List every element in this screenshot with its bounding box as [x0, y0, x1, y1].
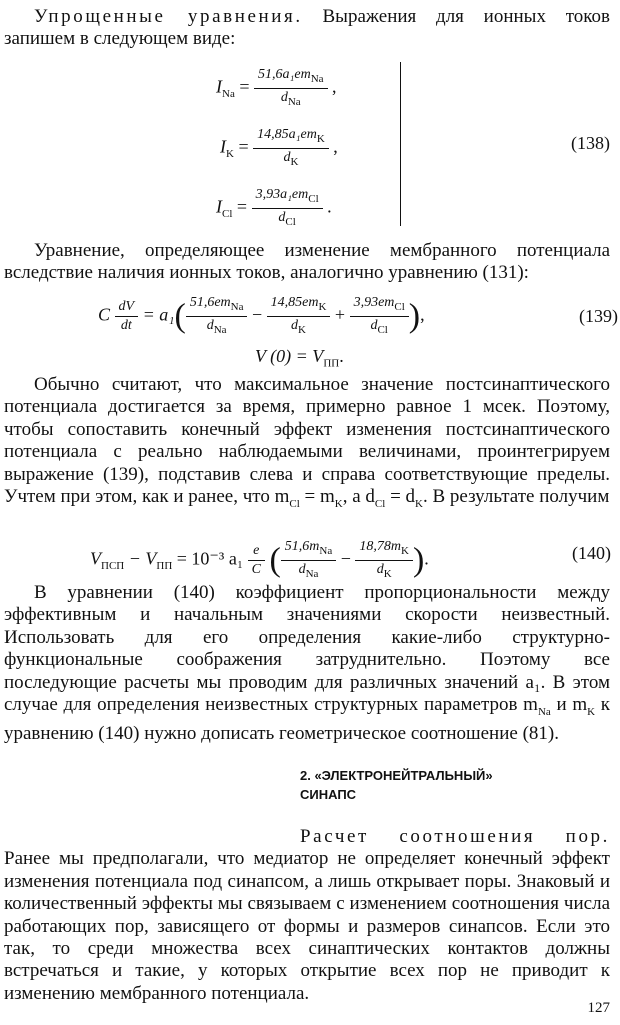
equation-139: C $\frac{dV}{dt}$ = a₁( $\frac{51,6em_{Na}}{d_{Na}}$ − $\frac{14,85em_K}{d_K}$ + $\frac{3,93em_{Cl}}{d_{Cl}}$ ),	[98, 295, 425, 336]
equation-138-cl: $I_{Cl}$ = $\frac{3,93a_1em_{Cl}}{d_{Cl}}$ .	[216, 187, 332, 228]
paragraph-coefficient: В уравнении (140) коэффициент пропорциональности между эффективным и начальным значениями скорости неизвестный. Использовать для его определения какие-либо структурно-функциональные соображения затруднительно. Поэтому все последующие расчеты мы проводим для различных значений a₁. В этом случае для определения неизвестных структурных параметров $m_{Na}$ и $m_K$ к уравнению (140) нужно дописать геометрическое соотношение (81).	[4, 582, 610, 745]
equation-number-140: (140)	[572, 543, 611, 563]
equation-number-139: (139)	[579, 306, 618, 326]
equation-138-k: $I_K$ = $\frac{14,85a_1em_K}{d_K}$ ,	[220, 127, 338, 168]
paragraph-pore-ratio: Расчет соотношения пор. Ранее мы предполагали, что медиатор не определяет конечный эффект изменения потенциала под синапсом, а лишь открывает поры. Знаковый и количественный эффекты мы связываем с изменением соотношения числа работающих пор, зависящего от формы и размеров синапсов. Если это так, то среди множества всех синаптических контактов должны встречаться и такие, у которых открытие всех пор не приводит к изменению мембранного потенциала.	[4, 826, 610, 1004]
paragraph-membrane-potential: Уравнение, определяющее изменение мембранного потенциала вследствие наличия ионных токов, аналогично уравнению (131):	[4, 240, 610, 284]
equation-139-initial: V $(0) = V_{ПП}$.	[255, 346, 344, 370]
page-number: 127	[587, 1000, 610, 1016]
section-heading: 2. «ЭЛЕКТРОНЕЙТРАЛЬНЫЙ» СИНАПС	[300, 768, 493, 802]
equation-number-138: (138)	[571, 133, 610, 153]
section-title-simplified-equations: Упрощенные уравнения.	[34, 6, 303, 27]
section-title-pore-ratio: Расчет соотношения пор.	[300, 826, 610, 847]
equation-138-na: $I_{Na}$ = $\frac{51,6a_1em_{Na}}{d_{Na}}$ ,	[216, 67, 337, 108]
paragraph-integration: Обычно считают, что максимальное значение постсинаптического потенциала достигается за время, примерно равное 1 мсек. Поэтому, чтобы сопоставить конечный эффект изменения постсинаптического потенциала с реально наблюдаемыми величинами, проинтегрируем выражение (139), подставив слева и справа соответствующие пределы. Учтем при этом, как и ранее, что $m_{Cl} = m_K$, а $d_{Cl} = d_K$. В результате получим	[4, 374, 610, 510]
equation-brace	[392, 62, 401, 226]
equation-140: $V_{ПСП} - V_{ПП} = 10^{-3}$ a₁ $\frac{e}{C}$ ( $\frac{51,6m_{Na}}{d_{Na}}$ − $\frac{18,78m_K}{d_K}$ ).	[90, 539, 429, 580]
paragraph-intro: Упрощенные уравнения. Выражения для ионных токов запишем в следующем виде:	[4, 6, 610, 50]
